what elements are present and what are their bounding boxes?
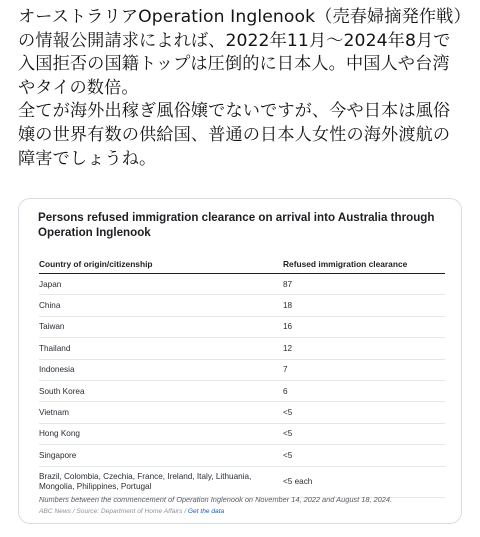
post-line: 嬢の世界有数の供給国、普通の日本人女性の海外渡航の (18, 124, 451, 145)
table-row (39, 274, 445, 295)
table-source (39, 508, 224, 515)
cell-count: 16 (283, 316, 445, 337)
table-row (39, 338, 445, 359)
cell-count: 6 (283, 380, 445, 401)
cell-country: Taiwan (39, 316, 283, 337)
post-line: 全てが海外出稼ぎ風俗嬢でないですが、今や日本は風俗 (18, 101, 451, 122)
cell-count: <5 (283, 402, 445, 423)
cell-country: Hong Kong (39, 423, 283, 444)
table-row (39, 359, 445, 380)
table-row (39, 380, 445, 401)
cell-count: <5 each (283, 466, 445, 497)
table-row (39, 445, 445, 466)
cell-country: Japan (39, 274, 283, 295)
table-row (39, 316, 445, 337)
source-text: ABC News / Source: Department of Home Affairs / (39, 508, 188, 515)
cell-country: Brazil, Colombia, Czechia, France, Ireland, Italy, Lithuania, Mongolia, Philippines, Portugal (39, 466, 283, 497)
get-data-link[interactable]: Get the data (187, 508, 225, 515)
post-line: の情報公開請求によれば、2022年11月〜2024年8月で (18, 30, 451, 51)
cell-count: 18 (283, 295, 445, 316)
cell-count: <5 (283, 445, 445, 466)
cell-country: China (39, 295, 283, 316)
embedded-table-card[interactable] (18, 198, 462, 524)
post-line: 障害でしょうね。 (18, 148, 157, 169)
cell-count: 12 (283, 338, 445, 359)
cell-count: <5 (283, 423, 445, 444)
cell-count: 87 (283, 274, 445, 295)
table-row (39, 402, 445, 423)
cell-count: 7 (283, 359, 445, 380)
table-row (39, 423, 445, 444)
table-row (39, 295, 445, 316)
post-line: やタイの数倍。 (18, 77, 139, 98)
cell-country: Vietnam (39, 402, 283, 423)
post-line: 入国拒否の国籍トップは圧倒的に日本人。中国人や台湾 (18, 54, 450, 75)
cell-country: Singapore (39, 445, 283, 466)
cell-country: Thailand (39, 338, 283, 359)
data-table (39, 255, 445, 498)
table-row (39, 466, 445, 497)
table-footnote: Numbers between the commencement of Operation Inglenook on November 14, 2022 and August 18, 2024. (39, 495, 393, 504)
cell-country: South Korea (39, 380, 283, 401)
table-header-row (39, 255, 445, 274)
table-title: Persons refused immigration clearance on arrival into Australia through Operation Inglenook (38, 211, 435, 239)
cell-country: Indonesia (39, 359, 283, 380)
post-line: オーストラリアOperation Inglenook（売春婦摘発作戦） (18, 7, 471, 27)
post-text (18, 6, 474, 171)
column-header-refused: Refused immigration clearance (283, 255, 445, 274)
column-header-country: Country of origin/citizenship (39, 255, 283, 274)
